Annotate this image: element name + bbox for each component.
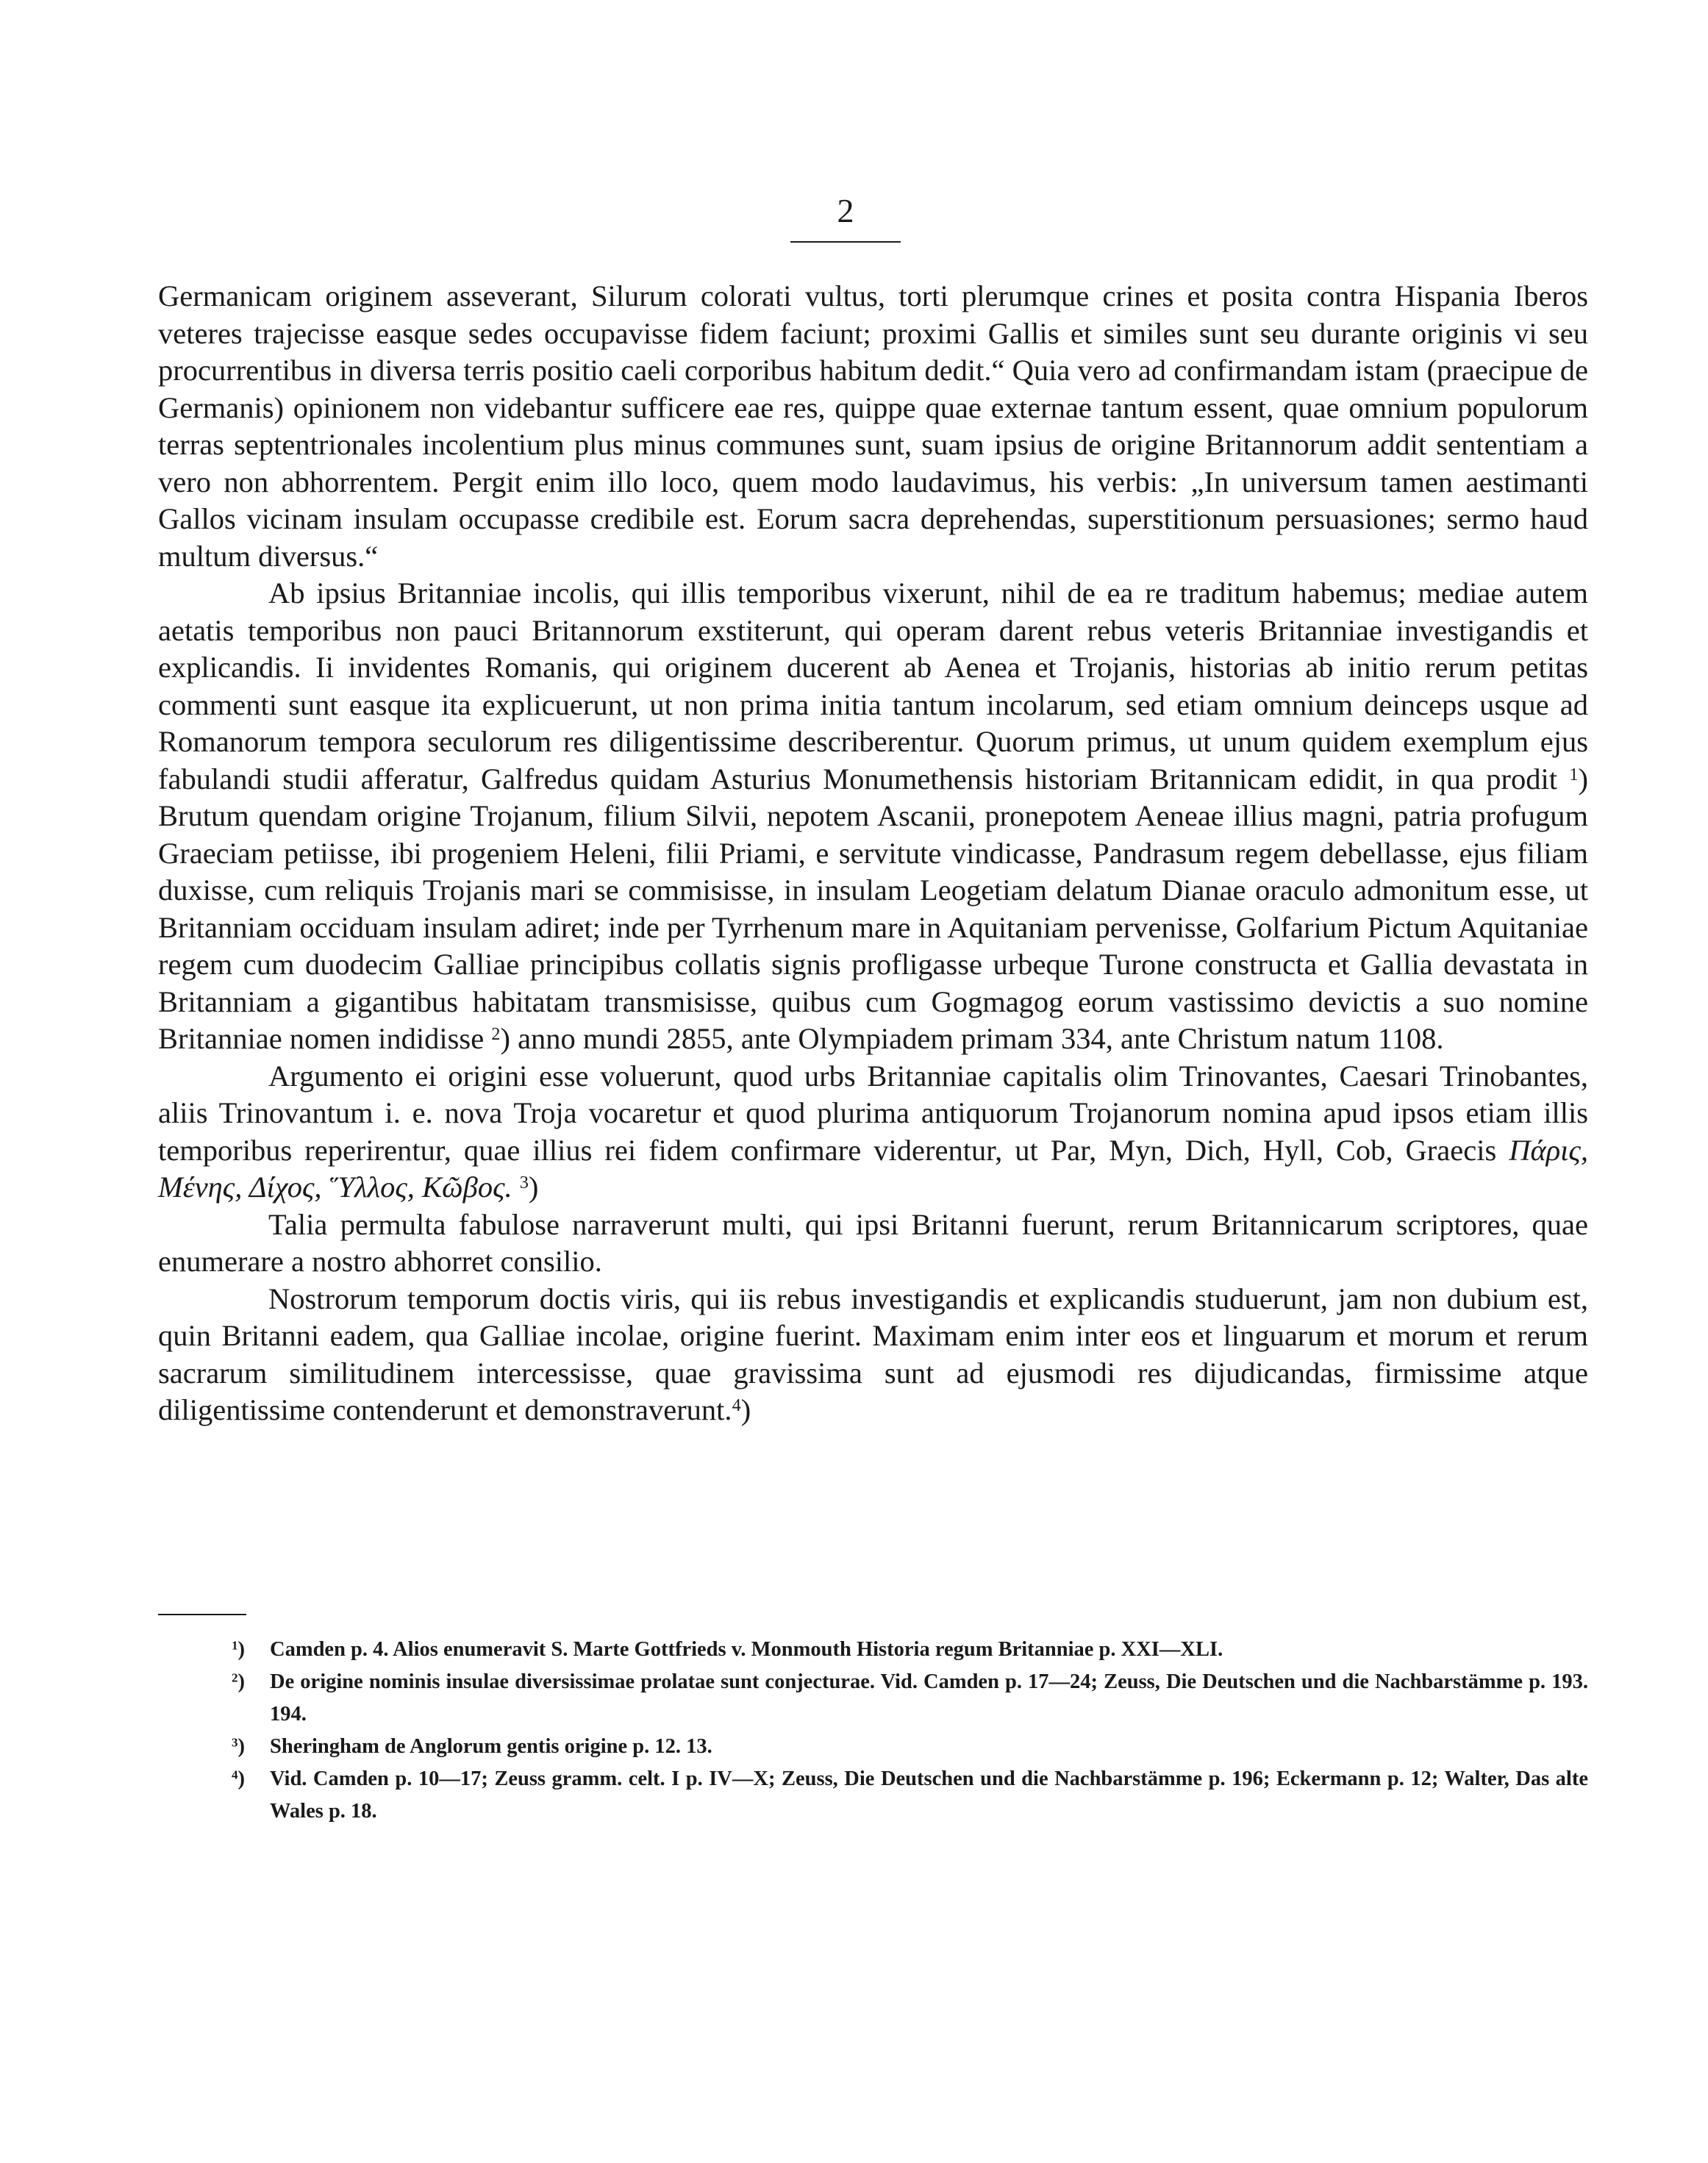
footnote-reference: 2 <box>491 1023 501 1044</box>
paragraph <box>158 278 1588 575</box>
paragraph <box>158 575 1588 1058</box>
text-segment: ) Brutum quendam origine Trojanum, filium Silvii, nepotem Ascanii, pronepotem Aeneae illius magni, patria profugum Graeciam petiisse, ibi progeniem Heleni, filii Priami, e servitute vindicasse, Pandrasum regem debellasse, ejus filiam duxisse, cum reliquis Trojanis mari se commisisse, in insulam Leogetiam delatum Dianae oraculo admonitum esse, ut Britanniam occiduam insulam adiret; inde per Tyrrhenum mare in Aquitaniam pervenisse, Golfarium Pictum Aquitaniae regem cum duodecim Galliae principibus collatis signis profligasse urbeque Turone constructa et Gallia devastata in Britanniam a gigantibus habitatam transmisisse, quibus cum Gogmagog eorum vastissimo devictis a suo nomine Britanniae nomen indidisse <box>158 762 1588 1055</box>
footnotes <box>158 1634 1588 1828</box>
greek-names: Πάρις, Μένης, Δίχος, Ὕλλος, Κῶβος. <box>158 1133 1588 1204</box>
text-segment: Talia permulta fabulose narraverunt multi, qui ipsi Britanni fuerunt, rerum Britannicarum scriptores, quae enumerare a nostro abhorret consilio. <box>158 1207 1588 1278</box>
footnote-text: De origine nominis insulae diversissimae prolatae sunt conjecturae. Vid. Camden p. 17—24; Zeuss, Die Deutschen und die Nachbarstämme p. 193. 194. <box>270 1670 1588 1726</box>
text-segment: Nostrorum temporum doctis viris, qui iis rebus investigandis et explicandis studuerunt, jam non dubium est, quin Britanni eadem, qua Galliae incolae, origine fuerint. Maximam enim inter eos et linguarum et morum et rerum sacrarum similitudinem intercessisse, quae gravissima sunt ad ejusmodi res dijudicandas, firmissime atque diligentissime contenderunt et demonstraverunt. <box>158 1281 1588 1426</box>
footnote-text: Camden p. 4. Alios enumeravit S. Marte Gottfrieds v. Monmouth Historia regum Britanniae p. XXI—XLI. <box>270 1638 1223 1661</box>
body-text <box>158 278 1588 1429</box>
footnote-reference: 4 <box>732 1395 741 1415</box>
text-segment <box>512 1170 520 1204</box>
text-segment: ) anno mundi 2855, ante Olympiadem primam 334, ante Christum natum 1108. <box>500 1022 1444 1055</box>
text-segment: ) <box>740 1393 751 1426</box>
footnote-number: 3 <box>232 1735 238 1750</box>
footnote-mark: $^2$) <box>232 1670 246 1693</box>
text-segment: Argumento ei origini esse voluerunt, quod urbs Britanniae capitalis olim Trinovantes, Caesari Trinobantes, aliis Trinovantum i. e. nova Troja vocaretur et quod plurima antiquorum Trojanorum nomina apud ipsos etiam illis temporibus reperirentur, quae illius rei fidem confirmare viderentur, ut Par, Myn, Dich, Hyll, Cob, Graecis <box>158 1059 1588 1167</box>
text-segment: ) <box>528 1170 539 1204</box>
footnote-mark: $^3$) <box>232 1735 246 1758</box>
footnote <box>158 1731 1588 1763</box>
footnote-text: Sheringham de Anglorum gentis origine p. 12. 13. <box>270 1735 712 1758</box>
footnote <box>158 1666 1588 1731</box>
paragraph <box>158 1206 1588 1281</box>
text-segment: Ab ipsius Britanniae incolis, qui illis temporibus vixerunt, nihil de ea re traditum habemus; mediae autem aetatis temporibus non pauci Britannorum exstiterunt, qui operam darent rebus veteris Britanniae investigandis et explicandis. Ii invidentes Romanis, qui originem ducerent ab Aenea et Trojanis, historias ab initio rerum petitas commenti sunt easque ita explicuerunt, ut non prima initia tantum incolarum, sed etiam omnium deinceps usque ad Romanorum tempora seculorum res diligentissime describerentur. Quorum primus, ut unum quidem exemplum ejus fabulandi studii afferatur, Galfredus quidam Asturius Monumethensis historiam Britannicam edidit, in qua prodit <box>158 576 1588 796</box>
footnote-reference: 3 <box>519 1172 529 1193</box>
footnote-number: 1 <box>232 1638 238 1653</box>
footnote-text: Vid. Camden p. 10—17; Zeuss gramm. celt. I p. IV—X; Zeuss, Die Deutschen und die Nachbarstämme p. 196; Eckermann p. 12; Walter, Das alte Wales p. 18. <box>270 1767 1588 1823</box>
footnote <box>158 1634 1588 1666</box>
footnote-number: 2 <box>232 1670 238 1685</box>
footnote-number: 4 <box>232 1767 238 1782</box>
paragraph <box>158 1281 1588 1429</box>
footnote-reference: 1 <box>1569 764 1579 784</box>
footnote-mark: $^4$) <box>232 1767 246 1790</box>
page-number-rule <box>790 241 901 243</box>
text-segment: Germanicam originem asseverant, Silurum colorati vultus, torti plerumque crines et posita contra Hispania Iberos veteres trajecisse easque sedes occupavisse fidem faciunt; proximi Gallis et similes sunt seu durante originis vi seu procurrentibus in diversa terris positio caeli corporibus habitum dedit.“ Quia vero ad confirmandam istam (praecipue de Germanis) opinionem non videbantur sufficere eae res, quippe quae externae tantum essent, quae omnium populorum terras septentrionales incolentium plus minus communes sunt, suam ipsius de origine Britannorum addit sententiam a vero non abhorrentem. Pergit enim illo loco, quem modo laudavimus, his verbis: „In universum tamen aestimanti Gallos vicinam insulam occupasse credibile est. Eorum sacra deprehendas, superstitionum persuasiones; sermo haud multum diversus.“ <box>158 279 1588 573</box>
paragraph <box>158 1058 1588 1206</box>
footnote <box>158 1763 1588 1828</box>
footnote-separator <box>158 1614 246 1615</box>
footnote-mark: $^1$) <box>232 1638 246 1661</box>
page-number: 2 <box>837 192 854 229</box>
